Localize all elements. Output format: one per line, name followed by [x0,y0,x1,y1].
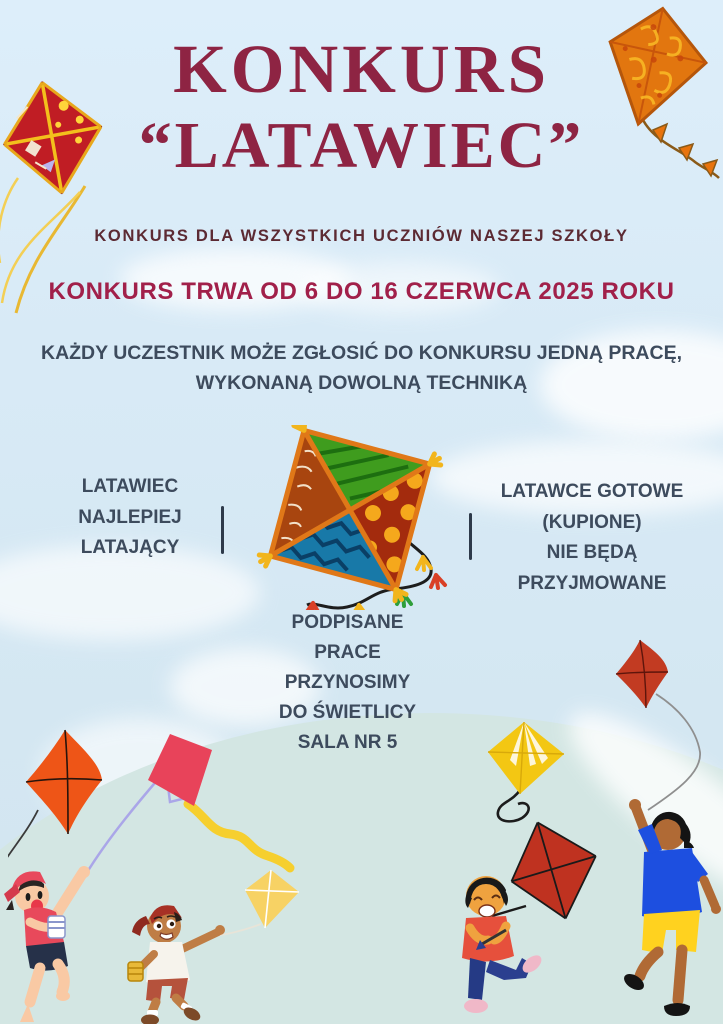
poster-subtitle: KONKURS DLA WSZYSTKICH UCZNIÓW NASZEJ SZKOŁY [94,227,629,245]
patterned-kite-icon [255,425,455,610]
submission-line: PRZYNOSIMY [284,672,411,693]
category-right-line: PRZYJMOWANE [517,572,667,594]
rules-line2: WYKONANĄ DOWOLNĄ TECHNIKĄ [195,372,528,394]
dates-line: KONKURS TRWA OD 6 DO 16 CZERWCA 2025 ROKU [48,278,675,305]
submission-line: PRACE [314,642,381,663]
crimson-kite-icon [70,722,305,887]
category-left-line: LATAJĄCY [80,537,180,558]
poster-title-line2: “LATAWIEC” [138,109,585,182]
rules-line1: KAŻDY UCZESTNIK MOŻE ZGŁOSIĆ DO KONKURSU JEDNĄ PRACĘ, [40,342,682,364]
vertical-divider [469,513,472,560]
category-best-flying [40,472,220,564]
category-right-line: NIE BĘDĄ [546,542,638,563]
child-white-shirt-illustration [124,892,274,1024]
poster-title-line1: KONKURS [173,31,550,107]
category-left-line: NAJLEPIEJ [78,506,182,528]
boy-red-shirt-illustration [446,854,558,1024]
category-right-line: LATAWCE GOTOWE [500,481,684,502]
submission-line: DO ŚWIETLICY [278,702,417,723]
rules-text [16,338,707,398]
submission-line: SALA NR 5 [297,732,398,753]
category-no-bought-kites [492,477,692,599]
boy-blue-shirt-illustration [598,788,723,1024]
boy-red-cap-illustration [0,858,105,1024]
category-right-line: (KUPIONE) [542,511,642,533]
vertical-divider [221,506,224,554]
submission-line: PODPISANE [291,612,404,633]
striped-yellow-kite-icon [478,718,593,833]
category-left-line: LATAWIEC [81,476,179,497]
